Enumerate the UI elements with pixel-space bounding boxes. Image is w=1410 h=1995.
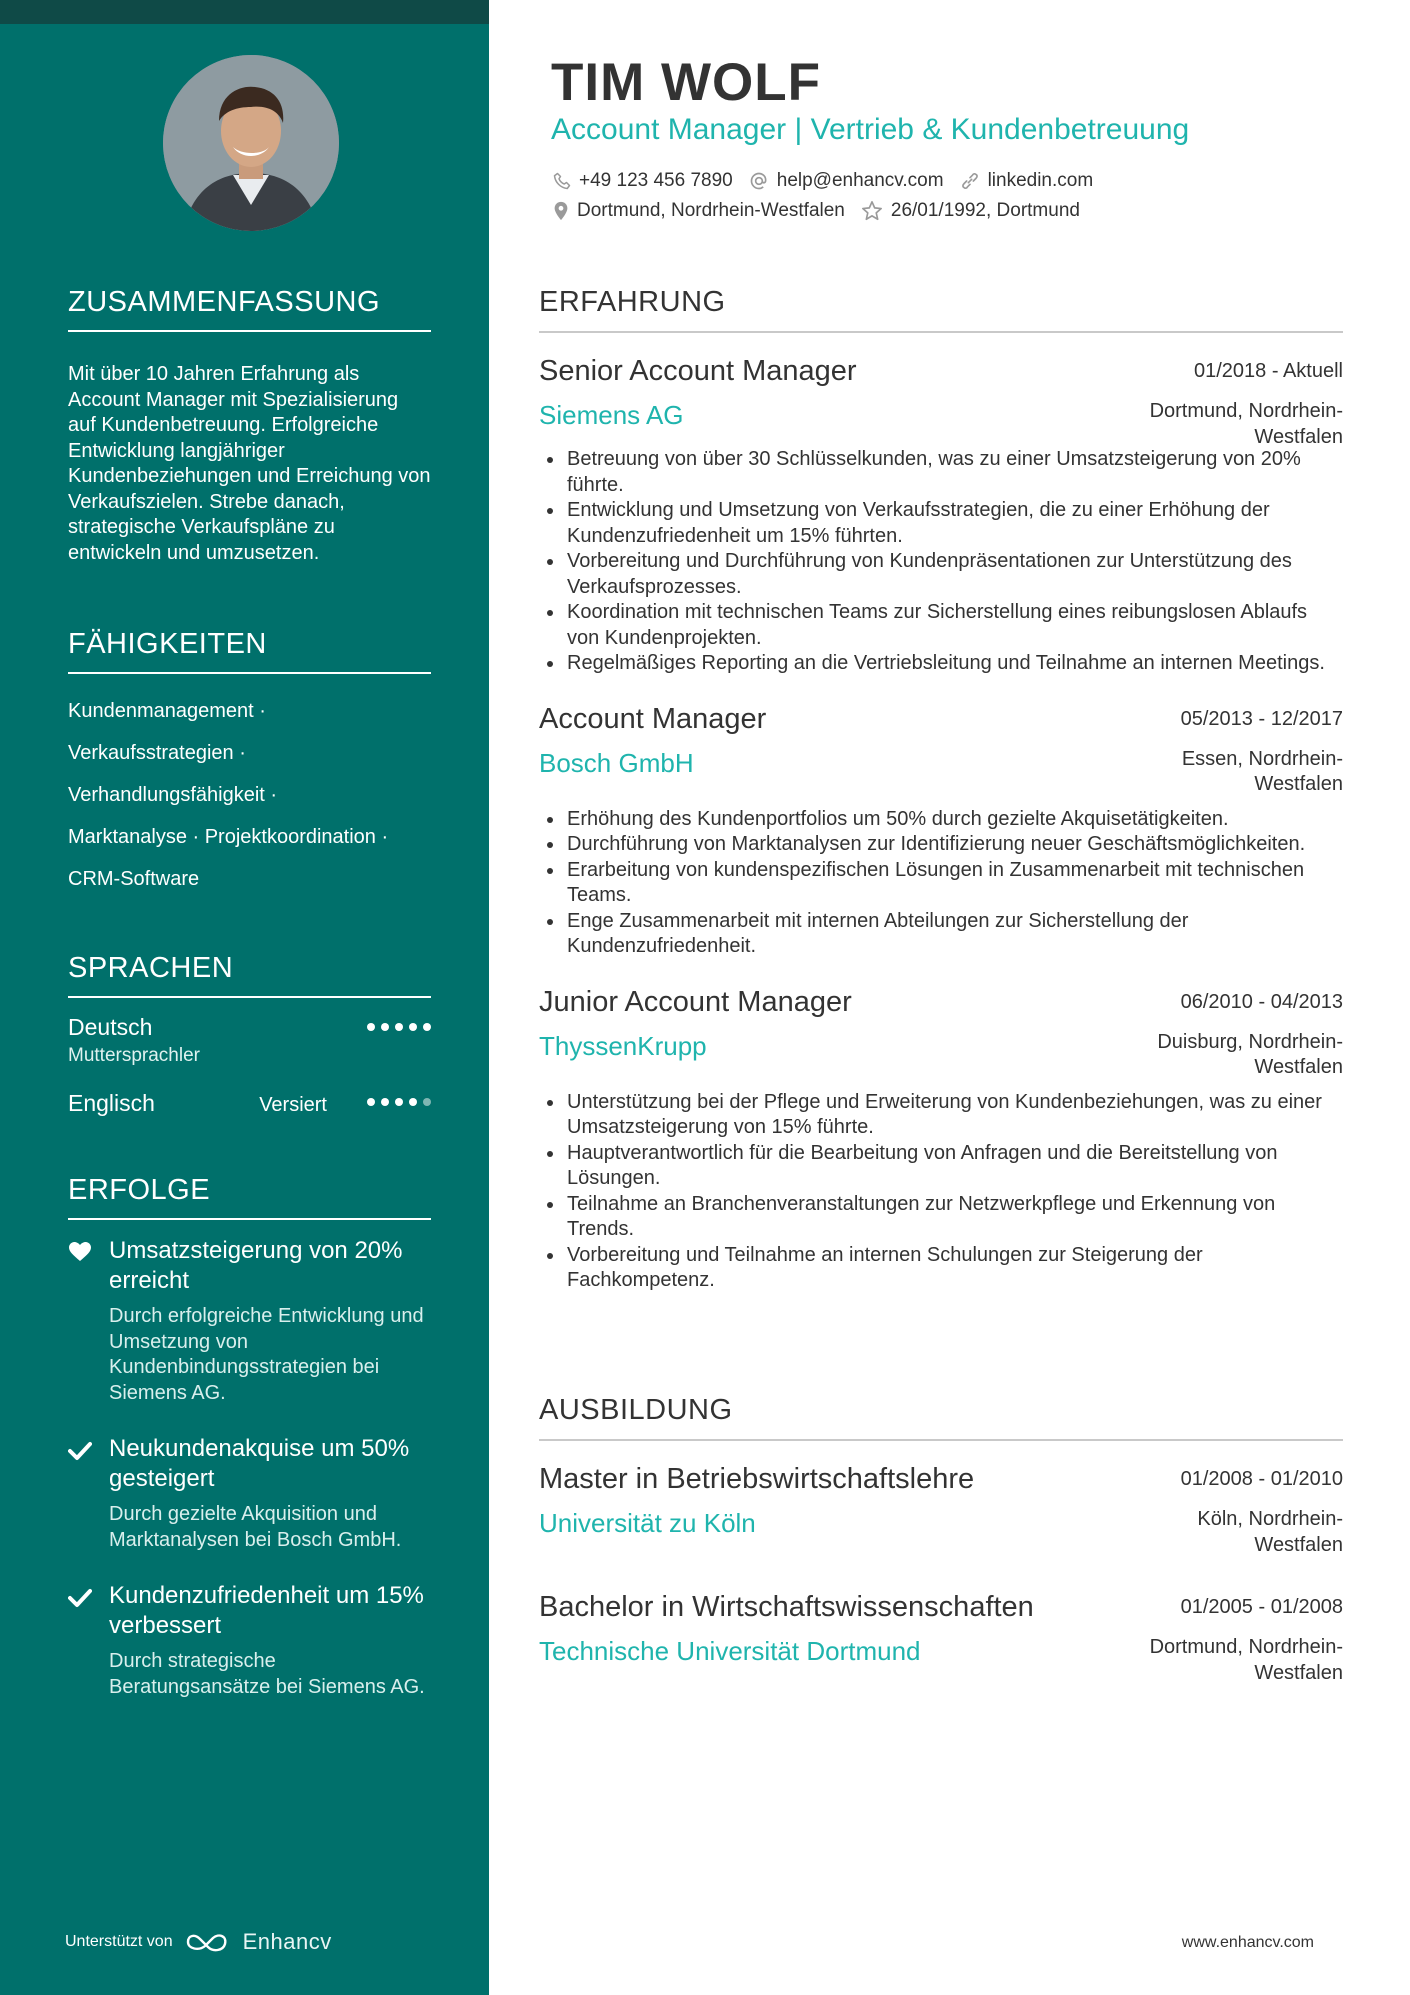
job-date: 05/2013 - 12/2017: [1180, 707, 1343, 730]
achievement-desc: Durch erfolgreiche Entwicklung und Umsetzung von Kundenbindungsstrategien bei Siemens AG.: [109, 1305, 424, 1404]
profile-photo-icon: [163, 55, 339, 231]
email-text: help@enhancv.com: [776, 170, 944, 191]
job-bullet: Erarbeitung von kundenspezifischen Lösungen in Zusammenarbeit mit technischen Teams.: [539, 858, 1343, 909]
powered-by-text: Unterstützt von: [65, 1933, 173, 1950]
contact-row: [553, 170, 1109, 192]
achievement-item: [68, 1434, 431, 1553]
summary-section: [68, 286, 431, 566]
achievements-title: ERFOLGE: [68, 1174, 431, 1220]
languages-title: SPRACHEN: [68, 952, 431, 998]
education-location: Dortmund, Nordrhein-Westfalen: [1149, 1636, 1343, 1684]
skill-line: CRM-Software: [68, 868, 200, 890]
job-location: Essen, Nordrhein-Westfalen: [1181, 747, 1343, 795]
achievement-item: [68, 1581, 431, 1700]
job-company: Siemens AG: [539, 400, 684, 430]
phone-text: +49 123 456 7890: [579, 170, 733, 191]
job-date: 01/2018 - Aktuell: [1194, 360, 1343, 382]
job-bullet: Koordination mit technischen Teams zur Sicherstellung eines reibungslosen Ablaufs von Kundenprojekten.: [539, 600, 1343, 651]
language-row: [68, 1082, 431, 1142]
skill-line: Verhandlungsfähigkeit ·: [68, 784, 278, 806]
at-icon: [749, 171, 769, 191]
heart-icon: [68, 1240, 92, 1264]
rating-dot-empty: [423, 1098, 431, 1106]
education-date: 01/2005 - 01/2008: [1180, 1596, 1343, 1618]
job-bullet: Regelmäßiges Reporting an die Vertriebsleitung und Teilnahme an internen Meetings.: [539, 651, 1343, 677]
job-role: Account Manager: [539, 702, 767, 735]
rating-dot-filled: [367, 1098, 375, 1106]
education-location: Köln, Nordrhein-Westfalen: [1197, 1508, 1343, 1556]
job-bullet: Erhöhung des Kundenportfolios um 50% durch gezielte Akquisetätigkeiten.: [539, 807, 1343, 833]
languages-section: [68, 952, 431, 1142]
education-date: 01/2008 - 01/2010: [1180, 1468, 1343, 1490]
skill-line: Kundenmanagement ·: [68, 700, 266, 722]
job-bullets: [539, 807, 1343, 960]
achievement-desc: Durch gezielte Akquisition und Marktanalysen bei Bosch GmbH.: [109, 1503, 402, 1551]
job-bullet: Enge Zusammenarbeit mit internen Abteilungen zur Sicherstellung der Kundenzufriedenheit.: [539, 909, 1343, 960]
experience-entry: [539, 703, 1343, 960]
sidebar: [0, 0, 489, 1995]
link-icon: [960, 171, 980, 191]
language-rating: [367, 1023, 431, 1031]
education-entry: [539, 1463, 1343, 1569]
enhancv-logo-icon: [185, 1930, 231, 1954]
job-location: Dortmund, Nordrhein-Westfalen: [1149, 400, 1343, 448]
language-level-text: Muttersprachler: [68, 1045, 200, 1066]
location-text: Dortmund, Nordrhein-Westfalen: [577, 200, 845, 221]
education-title: AUSBILDUNG: [539, 1394, 1343, 1441]
job-bullet: Durchführung von Marktanalysen zur Identifizierung neuer Geschäftsmöglichkeiten.: [539, 832, 1343, 858]
job-bullet: Vorbereitung und Teilnahme an internen Schulungen zur Steigerung der Fachkompetenz.: [539, 1243, 1343, 1294]
school: Universität zu Köln: [539, 1508, 756, 1538]
job-company: ThyssenKrupp: [539, 1030, 707, 1061]
rating-dot-filled: [395, 1098, 403, 1106]
candidate-role: Account Manager | Vertrieb & Kundenbetreuung: [551, 113, 1190, 146]
rating-dot-filled: [409, 1098, 417, 1106]
rating-dot-filled: [367, 1023, 375, 1031]
degree: Bachelor in Wirtschaftswissenschaften: [539, 1591, 1034, 1623]
sidebar-top-bar: [0, 0, 489, 24]
skills-title: FÄHIGKEITEN: [68, 628, 431, 674]
school: Technische Universität Dortmund: [539, 1636, 921, 1666]
skill-line: Verkaufsstrategien ·: [68, 742, 246, 764]
powered-by: [65, 1929, 332, 1955]
phone-icon: [553, 172, 571, 190]
linkedin-text: linkedin.com: [987, 170, 1094, 191]
language-rating: [367, 1098, 431, 1106]
job-bullet: Teilnahme an Branchenveranstaltungen zur Netzwerkpflege und Erkennung von Trends.: [539, 1192, 1343, 1243]
experience-entry: [539, 355, 1343, 677]
contact-birth: [861, 200, 1080, 222]
contact-row-2: [553, 200, 1096, 222]
achievement-item: [68, 1236, 431, 1406]
rating-dot-filled: [423, 1023, 431, 1031]
job-bullet: Entwicklung und Umsetzung von Verkaufsstrategien, die zu einer Erhöhung der Kundenzufriedenheit um 15% führten.: [539, 498, 1343, 549]
check-icon: [68, 1438, 92, 1462]
location-pin-icon: [553, 201, 569, 221]
birth-text: 26/01/1992, Dortmund: [890, 200, 1080, 221]
rating-dot-filled: [381, 1098, 389, 1106]
rating-dot-filled: [381, 1023, 389, 1031]
contact-email[interactable]: [749, 170, 944, 192]
summary-title: ZUSAMMENFASSUNG: [68, 286, 431, 332]
degree: Master in Betriebswirtschaftslehre: [539, 1463, 975, 1495]
job-role: Senior Account Manager: [539, 355, 857, 387]
experience-entry: [539, 986, 1343, 1294]
job-bullets: [539, 1090, 1343, 1294]
job-bullets: [539, 447, 1343, 677]
education-entry: [539, 1591, 1343, 1684]
job-location: Duisburg, Nordrhein-Westfalen: [1157, 1030, 1343, 1078]
job-role: Junior Account Manager: [539, 985, 852, 1018]
language-name: Englisch: [68, 1090, 155, 1116]
skills-section: [68, 628, 431, 900]
contact-location: [553, 200, 845, 222]
skills-list: [68, 690, 431, 900]
language-name: Deutsch: [68, 1014, 153, 1040]
language-level-label: Versiert: [259, 1094, 327, 1116]
achievement-desc: Durch strategische Beratungsansätze bei Siemens AG.: [109, 1650, 425, 1698]
achievement-title: Neukundenakquise um 50% gesteigert: [109, 1435, 410, 1492]
summary-text: Mit über 10 Jahren Erfahrung als Account Manager mit Spezialisierung auf Kundenbetreuung. Erfolgreiche Entwicklung langjähriger Kundenbeziehungen und Erreichung von Verkaufszielen. Strebe danach, strategische Verkaufspläne zu entwickeln und umzusetzen.: [68, 363, 431, 564]
contact-phone[interactable]: [553, 170, 733, 192]
job-bullet: Betreuung von über 30 Schlüsselkunden, was zu einer Umsatzsteigerung von 20% führte.: [539, 447, 1343, 498]
avatar: [163, 55, 339, 231]
star-icon: [861, 200, 883, 222]
job-company: Bosch GmbH: [539, 747, 694, 778]
rating-dot-filled: [409, 1023, 417, 1031]
job-bullet: Hauptverantwortlich für die Bearbeitung von Anfragen und die Bereitstellung von Lösungen.: [539, 1141, 1343, 1192]
achievement-title: Kundenzufriedenheit um 15% verbessert: [109, 1582, 424, 1639]
education-section: [539, 1394, 1343, 1684]
job-bullet: Vorbereitung und Durchführung von Kundenpräsentationen zur Unterstützung des Verkaufsprozesses.: [539, 549, 1343, 600]
achievements-section: [68, 1174, 431, 1728]
contact-linkedin[interactable]: [960, 170, 1094, 192]
check-icon: [68, 1585, 92, 1609]
experience-title: ERFAHRUNG: [539, 286, 1343, 333]
footer-url[interactable]: www.enhancv.com: [1181, 1934, 1314, 1951]
experience-section: [539, 286, 1343, 1294]
achievement-title: Umsatzsteigerung von 20% erreicht: [109, 1237, 403, 1294]
job-bullet: Unterstützung bei der Pflege und Erweiterung von Kundenbeziehungen, was zu einer Umsatzsteigerung von 15% führte.: [539, 1090, 1343, 1141]
language-row: [68, 1014, 431, 1082]
skill-line: Marktanalyse · Projektkoordination ·: [68, 826, 389, 848]
rating-dot-filled: [395, 1023, 403, 1031]
candidate-name: TIM WOLF: [551, 53, 821, 112]
brand-name: Enhancv: [242, 1929, 332, 1954]
job-date: 06/2010 - 04/2013: [1180, 990, 1343, 1013]
